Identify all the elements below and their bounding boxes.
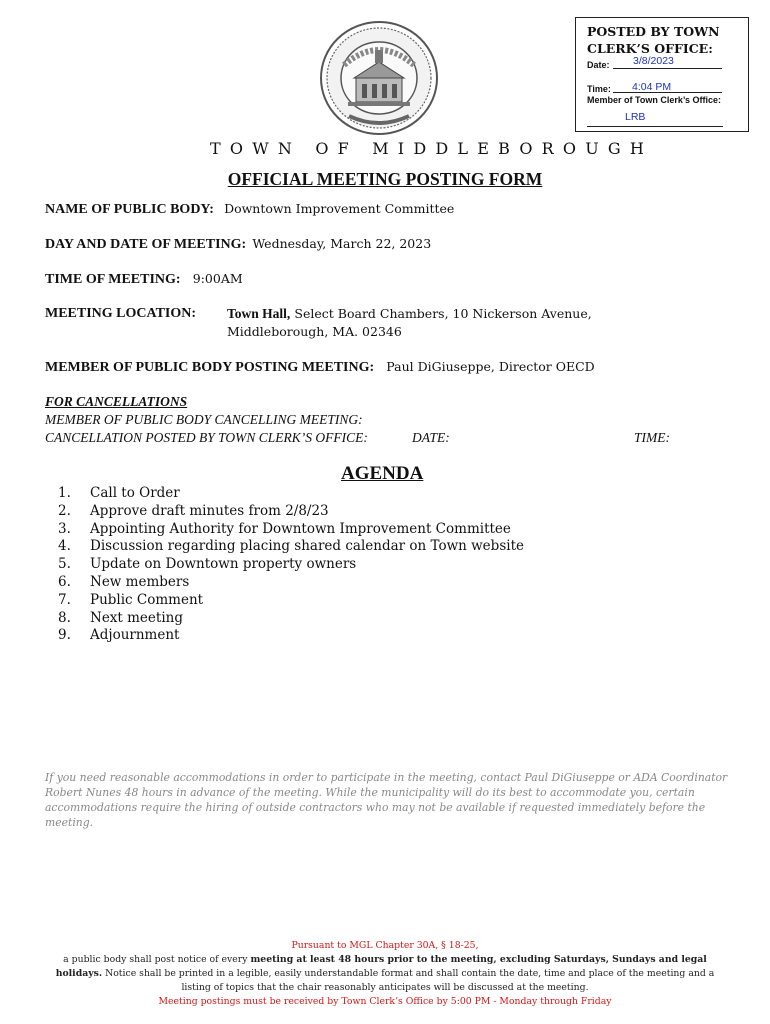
- stamp-date-value: 3/8/2023: [633, 55, 674, 67]
- location-address: Select Board Chambers, 10 Nickerson Avenue,: [294, 306, 592, 321]
- statute-footer: [40, 939, 730, 1009]
- stamp-time-value: 4:04 PM: [632, 81, 672, 93]
- meeting-date-row: [45, 236, 431, 253]
- agenda-item-number: 4.: [58, 538, 71, 555]
- meeting-location-line1: [227, 306, 592, 322]
- cancellation-title: FOR CANCELLATIONS: [45, 394, 188, 409]
- location-building: Town Hall,: [227, 306, 291, 321]
- agenda-item: [58, 503, 524, 521]
- cancellation-posted-label: CANCELLATION POSTED BY TOWN CLERK’S OFFICE:: [45, 430, 368, 445]
- agenda-title: AGENDA: [341, 463, 424, 484]
- public-body-label: NAME OF PUBLIC BODY:: [45, 202, 214, 217]
- town-title: TOWN OF MIDDLEBOROUGH: [210, 139, 654, 158]
- agenda-item-text: Approve draft minutes from 2/8/23: [90, 502, 329, 519]
- clerk-posting-stamp: [575, 17, 749, 132]
- stamp-time-label: Time:: [587, 84, 611, 94]
- agenda-item-text: Update on Downtown property owners: [90, 556, 357, 573]
- agenda-item-text: Public Comment: [90, 591, 204, 608]
- stamp-heading: POSTED BY TOWN CLERK’S OFFICE:: [587, 24, 720, 56]
- meeting-location-label: MEETING LOCATION:: [45, 306, 197, 321]
- agenda-item-text: New members: [90, 573, 190, 590]
- agenda-item-number: 1.: [58, 485, 71, 501]
- agenda-item-text: Appointing Authority for Downtown Improvement Committee: [90, 520, 511, 537]
- cancellation-date-label: DATE:: [412, 430, 450, 445]
- town-seal-icon: [314, 20, 444, 137]
- statute-reference: Pursuant to MGL Chapter 30A, § 18-25,: [291, 940, 479, 951]
- posting-member-label: MEMBER OF PUBLIC BODY POSTING MEETING:: [45, 360, 375, 375]
- form-title: OFFICIAL MEETING POSTING FORM: [227, 169, 543, 189]
- agenda-item: [58, 627, 524, 645]
- agenda-item: [58, 485, 524, 503]
- agenda-item-text: Discussion regarding placing shared calendar on Town website: [90, 538, 524, 555]
- cancellation-posted-row: [45, 429, 685, 447]
- statute-text-b: Notice shall be printed in a legible, easily understandable format and shall contain the date, time and place of the meeting and a listing of topics that the chair reasonably anticipates will be discussed at the meeting.: [102, 968, 715, 993]
- location-city: Middleborough, MA. 02346: [227, 324, 402, 339]
- meeting-location-line2: [227, 324, 402, 340]
- agenda-item-number: 6.: [58, 573, 71, 590]
- meeting-time-label: TIME OF MEETING:: [45, 272, 181, 287]
- stamp-member-value: LRB: [625, 111, 646, 123]
- agenda-item-number: 8.: [58, 609, 71, 626]
- agenda-item-number: 7.: [58, 591, 71, 608]
- agenda-item: [58, 556, 524, 574]
- agenda-item-number: 9.: [58, 627, 71, 644]
- posting-deadline: Meeting postings must be received by Town Clerk’s Office by 5:00 PM - Monday through Friday: [158, 996, 612, 1007]
- meeting-date-value: Wednesday, March 22, 2023: [252, 236, 432, 251]
- cancellation-section: [45, 393, 685, 447]
- cancellation-member-line: MEMBER OF PUBLIC BODY CANCELLING MEETING:: [45, 412, 363, 427]
- statute-text-a: a public body shall post notice of every: [63, 954, 251, 965]
- stamp-date-line: [613, 68, 722, 69]
- meeting-location-row: [45, 306, 196, 322]
- agenda-item-number: 3.: [58, 520, 71, 537]
- agenda-item: [58, 538, 524, 556]
- statute-text-bold: meeting at least 48 hours prior to the meeting, excluding Saturdays, Sundays and legal holidays.: [55, 954, 707, 979]
- agenda-item: [58, 521, 524, 539]
- agenda-item: [58, 592, 524, 610]
- agenda-item-number: 2.: [58, 502, 71, 519]
- agenda-list: [58, 485, 524, 645]
- posting-member-value: Paul DiGiuseppe, Director OECD: [386, 359, 595, 374]
- meeting-time-row: [45, 271, 243, 288]
- public-body-row: [45, 201, 454, 218]
- agenda-item-number: 5.: [58, 556, 71, 573]
- agenda-item-text: Call to Order: [90, 485, 180, 501]
- meeting-date-label: DAY AND DATE OF MEETING:: [45, 237, 247, 252]
- cancellation-time-label: TIME:: [634, 430, 670, 445]
- stamp-member-line: [587, 126, 723, 127]
- statute-text: [40, 953, 730, 995]
- agenda-item: [58, 610, 524, 628]
- agenda-item-text: Next meeting: [90, 609, 183, 626]
- public-body-value: Downtown Improvement Committee: [224, 201, 455, 216]
- ada-notice: If you need reasonable accommodations in order to participate in the meeting, contact Paul DiGiuseppe or ADA Coordinator Robert Nunes 48 hours in advance of the meeting. While the municipality will do its best to accommodate you, certain accommodations require the hiring of outside contractors who may not be available if requested immediately before the meeting.: [45, 771, 728, 829]
- agenda-item-text: Adjournment: [90, 627, 180, 644]
- meeting-time-value: 9:00AM: [192, 271, 243, 286]
- stamp-member-label: Member of Town Clerk’s Office:: [587, 95, 722, 105]
- stamp-date-label: Date:: [587, 60, 610, 70]
- agenda-item: [58, 574, 524, 592]
- posting-member-row: [45, 359, 595, 376]
